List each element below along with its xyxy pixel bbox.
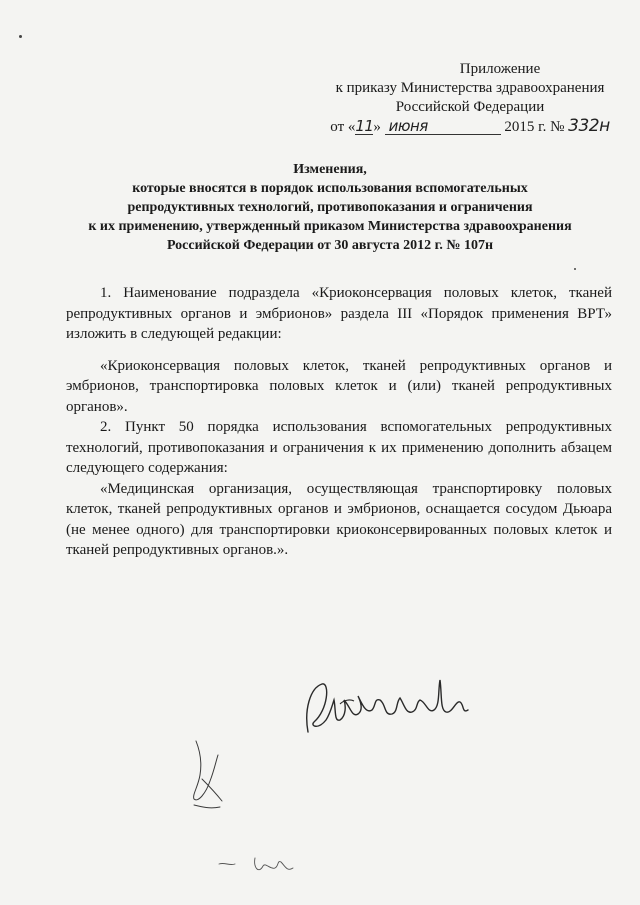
year-and-number-label: 2015 г. №	[504, 119, 565, 135]
handwritten-initials	[215, 850, 305, 880]
scan-speck	[19, 35, 22, 38]
paragraph-3: 2. Пункт 50 порядка использования вспомогательных репродуктивных технологий, противопоказания и ограничения к их применению дополнить абзацем следующего содержания:	[66, 419, 612, 476]
title-line-4: к их применению, утвержденный приказом Министерства здравоохранения	[88, 219, 572, 234]
scan-speck	[574, 268, 576, 270]
title-line-1: Изменения,	[293, 162, 367, 177]
paragraph-2: «Криоконсервация половых клеток, тканей репродуктивных органов и эмбрионов, транспортировка половых клеток и (или) тканей репродуктивных органов».	[66, 357, 612, 415]
paragraph-4: «Медицинская организация, осуществляющая транспортировку половых клеток, тканей репродуктивных органов и эмбрионов, оснащается сосудом Дьюара (не менее одного) для транспортировки криоконсервированных половых клеток и тканей репродуктивных органов.».	[66, 480, 612, 558]
date-prefix: от «	[330, 119, 356, 135]
signature	[300, 670, 490, 750]
paragraph-1: 1. Наименование подраздела «Криоконсервация половых клеток, тканей репродуктивных органов и эмбрионов» раздела III «Порядок применения ВРТ» изложить в следующей редакции:	[66, 285, 612, 342]
title-line-3: репродуктивных технологий, противопоказания и ограничения	[127, 200, 533, 215]
document-body	[66, 283, 612, 561]
handwritten-order-number: 332н	[568, 116, 610, 136]
date-quote-close: »	[373, 119, 381, 135]
handwritten-day: 11	[355, 117, 374, 135]
ministry-country: Российской Федерации	[395, 99, 545, 115]
order-reference: к приказу Министерства здравоохранения	[335, 80, 605, 96]
appendix-header	[320, 60, 620, 137]
title-line-2: которые вносятся в порядок использования вспомогательных	[132, 181, 528, 196]
handwritten-mark	[180, 735, 240, 815]
appendix-label: Приложение	[459, 61, 541, 77]
order-date-number	[320, 117, 620, 137]
title-line-5: Российской Федерации от 30 августа 2012 г. № 107н	[166, 238, 494, 253]
handwritten-month: июня	[385, 119, 501, 135]
document-title	[40, 160, 620, 255]
